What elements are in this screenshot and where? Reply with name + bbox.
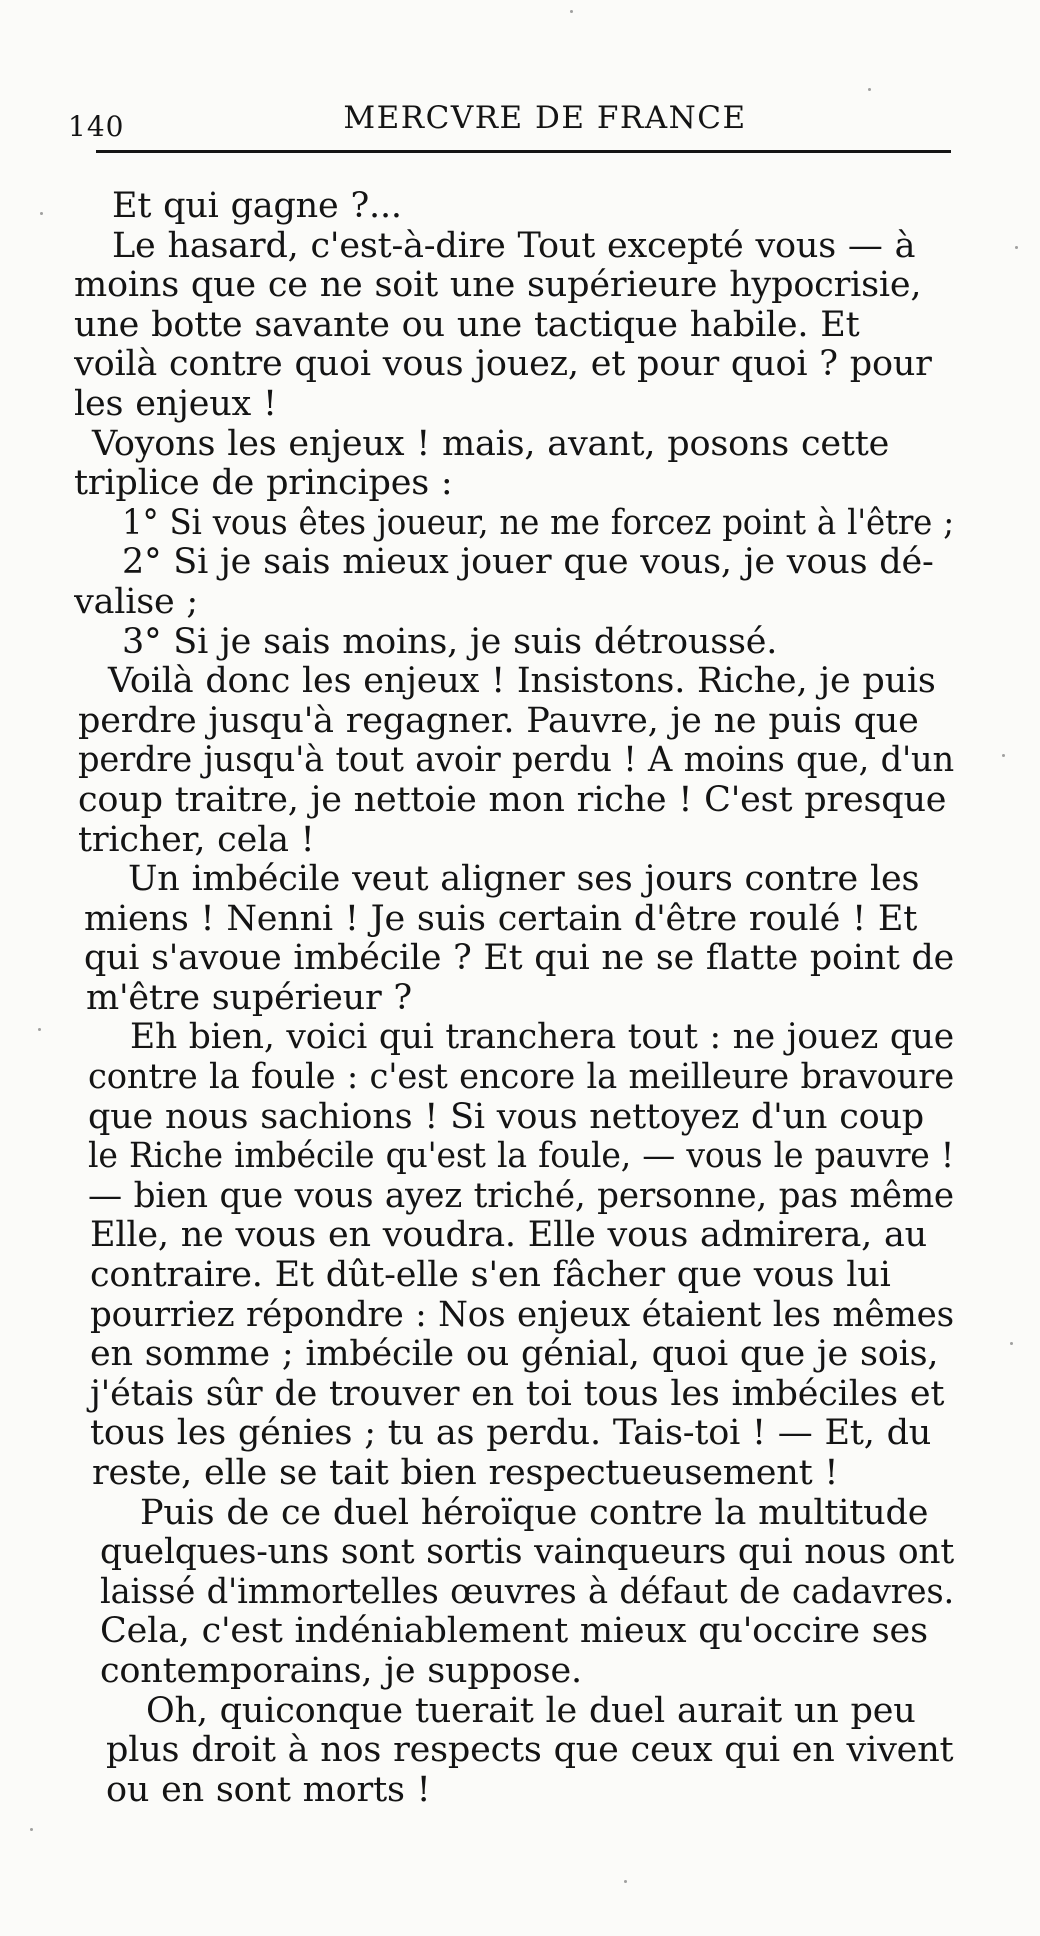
print-speck — [624, 1880, 627, 1883]
text-line: Elle, ne vous en voudra. Elle vous admirera, au — [90, 1216, 927, 1256]
text-line: laissé d'immortelles œuvres à défaut de cadavres. — [100, 1572, 955, 1612]
text-line: moins que ce ne soit une supérieure hypocrisie, — [74, 266, 922, 306]
text-line: Voilà donc les enjeux ! Insistons. Riche, je puis — [108, 662, 936, 702]
page-text — [74, 187, 998, 1810]
text-line: les enjeux ! — [74, 384, 277, 424]
text-line: Le hasard, c'est-à-dire Tout excepté vous — à — [112, 226, 916, 266]
text-line: ou en sont morts ! — [106, 1770, 431, 1810]
text-line: 1° Si vous êtes joueur, ne me forcez point à l'être ; — [122, 503, 954, 543]
text-line: que nous sachions ! Si vous nettoyez d'un coup — [88, 1097, 925, 1137]
text-line: reste, elle se tait bien respectueusement ! — [92, 1454, 839, 1493]
text-line: qui s'avoue imbécile ? Et qui ne se flatte point de — [84, 939, 955, 979]
text-line: voilà contre quoi vous jouez, et pour quoi ? pour — [74, 345, 932, 385]
text-line: triplice de principes : — [74, 464, 453, 504]
text-line: Un imbécile veut aligner ses jours contre les — [128, 860, 920, 900]
text-line: contre la foule : c'est encore la meilleure bravoure — [88, 1058, 955, 1098]
print-speck — [40, 212, 43, 215]
text-line: j'étais sûr de trouver en toi tous les imbéciles et — [90, 1374, 945, 1414]
text-line: 3° Si je sais moins, je suis détroussé. — [122, 622, 778, 662]
print-speck — [30, 1828, 33, 1831]
journal-title: MERCVRE DE FRANCE — [343, 100, 747, 136]
text-line: Oh, quiconque tuerait le duel aurait un peu — [146, 1691, 916, 1731]
text-line: pourriez répondre : Nos enjeux étaient les mêmes — [90, 1295, 954, 1335]
text-line: une botte savante ou une tactique habile. Et — [74, 305, 860, 345]
text-line: le Riche imbécile qu'est la foule, — vous le pauvre ! — [88, 1137, 955, 1177]
page-number: 140 — [68, 110, 125, 143]
text-line: perdre jusqu'à tout avoir perdu ! A moins que, d'un — [78, 741, 955, 781]
print-speck — [868, 88, 871, 91]
text-line: en somme ; imbécile ou génial, quoi que je sois, — [90, 1335, 939, 1375]
header-rule — [96, 150, 951, 153]
text-line: perdre jusqu'à regagner. Pauvre, je ne puis que — [78, 701, 919, 741]
print-speck — [1010, 1342, 1013, 1345]
text-line: contraire. Et dût-elle s'en fâcher que vous lui — [90, 1256, 891, 1296]
text-line: tricher, cela ! — [78, 820, 315, 860]
text-line: quelques-uns sont sortis vainqueurs qui nous ont — [100, 1533, 955, 1573]
print-speck — [1002, 754, 1005, 757]
print-speck — [38, 1028, 41, 1031]
text-line: Puis de ce duel héroïque contre la multitude — [140, 1493, 929, 1533]
print-speck — [570, 10, 573, 13]
text-line: tous les génies ; tu as perdu. Tais-toi ! — Et, du — [90, 1414, 932, 1454]
text-line: Et qui gagne ?... — [112, 187, 402, 226]
running-head — [68, 96, 952, 148]
text-line: miens ! Nenni ! Je suis certain d'être roulé ! Et — [84, 899, 918, 939]
text-line: — bien que vous ayez triché, personne, pas même — [88, 1176, 954, 1216]
text-line: Voyons les enjeux ! mais, avant, posons cette — [92, 424, 890, 464]
text-line: Eh bien, voici qui tranchera tout : ne jouez que — [130, 1018, 955, 1058]
text-line: Cela, c'est indéniablement mieux qu'occire ses — [100, 1612, 928, 1652]
text-line: coup traitre, je nettoie mon riche ! C'est presque — [78, 780, 947, 820]
text-line: plus droit à nos respects que ceux qui en vivent — [106, 1731, 954, 1771]
text-line: contemporains, je suppose. — [100, 1651, 582, 1691]
text-line: valise ; — [74, 582, 199, 622]
text-line: 2° Si je sais mieux jouer que vous, je vous dé- — [122, 543, 934, 583]
print-speck — [1015, 246, 1018, 249]
text-line: m'être supérieur ? — [86, 978, 412, 1018]
